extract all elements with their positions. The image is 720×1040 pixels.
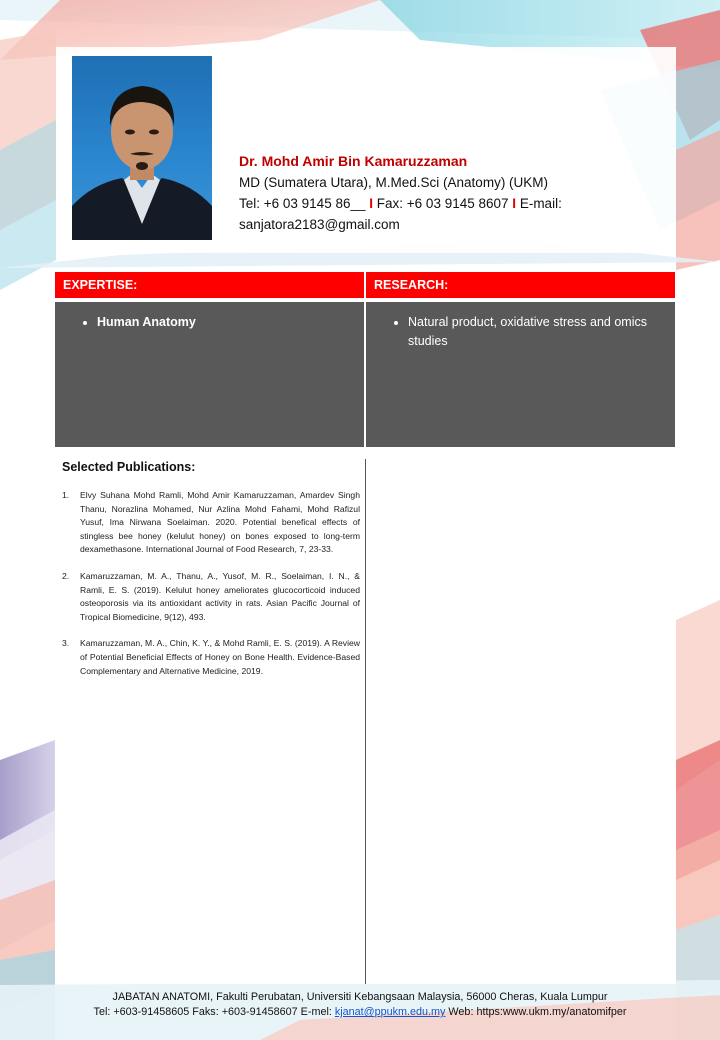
publication-number: 2. bbox=[62, 570, 70, 581]
footer-web: Web: https:www.ukm.my/anatomifper bbox=[445, 1006, 627, 1018]
footer-contact bbox=[0, 1006, 720, 1018]
expertise-panel bbox=[55, 302, 364, 447]
footer-address: JABATAN ANATOMI, Fakulti Perubatan, Universiti Kebangsaan Malaysia, 56000 Cheras, Kuala Lumpur bbox=[112, 991, 608, 1003]
publication-text: Elvy Suhana Mohd Ramli, Mohd Amir Kamaruzzaman, Amardev Singh Thanu, Norazlina Mohamed, Nur Azlina Mohd Fahami, Mohd Rafizul Yusuf, Ima Nirwana Soelaiman. 2020. Potential benefical effects of stingless bee honey (kelulut honey) on bones exposed to long-term dexamethasone. International Journal of Food Research, 7, 23-33. bbox=[80, 490, 360, 555]
qualifications: MD (Sumatera Utara), M.Med.Sci (Anatomy) (UKM) bbox=[239, 175, 549, 190]
profile-contact-block bbox=[239, 172, 669, 235]
separator: I bbox=[512, 196, 517, 211]
research-item: • Natural product, oxidative stress and omics studies bbox=[408, 313, 669, 351]
publication-item bbox=[62, 637, 360, 678]
publication-text: Kamaruzzaman, M. A., Chin, K. Y., & Mohd Ramli, E. S. (2019). A Review of Potential Beneficial Effects of Honey on Bone Health. Evidence-Based Complementary and Alternative Medicine, 2019. bbox=[80, 638, 360, 676]
fax-number: Fax: +6 03 9145 8607 bbox=[376, 196, 509, 211]
publication-item bbox=[62, 570, 360, 624]
expertise-list bbox=[79, 313, 354, 332]
research-panel bbox=[366, 302, 675, 447]
separator: I bbox=[369, 196, 374, 211]
profile-email[interactable]: sanjatora2183@gmail.com bbox=[239, 217, 400, 232]
phone-fax-line bbox=[239, 193, 669, 214]
publications-heading: Selected Publications: bbox=[62, 460, 196, 474]
expertise-item: • Human Anatomy bbox=[97, 313, 354, 332]
email-label: E-mail: bbox=[519, 196, 562, 211]
publication-number: 1. bbox=[62, 490, 70, 500]
publication-number: 3. bbox=[62, 638, 70, 649]
portrait-illustration bbox=[72, 56, 212, 240]
publication-item bbox=[62, 489, 360, 557]
expertise-heading: EXPERTISE: bbox=[55, 272, 364, 298]
footer-phone-fax: Tel: +603-91458605 Faks: +603-91458607 E-mel: bbox=[93, 1006, 335, 1018]
phone-number: Tel: +6 03 9145 86__ bbox=[239, 196, 366, 211]
publication-text: Kamaruzzaman, M. A., Thanu, A., Yusof, M. R., Soelaiman, I. N., & Ramli, E. S. (2019). Kelulut honey ameliorates glucocorticoid induced osteoporosis via its antioxidant activity in rats. Asian Pacific Journal of Tropical Biomedicine, 9(12), 493. bbox=[80, 570, 360, 622]
footer-email-link[interactable]: kjanat@ppukm.edu.my bbox=[334, 1006, 446, 1018]
research-list bbox=[390, 313, 669, 351]
profile-name: Dr. Mohd Amir Bin Kamaruzzaman bbox=[239, 153, 468, 169]
profile-photo bbox=[72, 56, 212, 240]
column-divider bbox=[365, 459, 366, 984]
publications-list bbox=[62, 489, 360, 691]
research-heading: RESEARCH: bbox=[366, 272, 675, 298]
